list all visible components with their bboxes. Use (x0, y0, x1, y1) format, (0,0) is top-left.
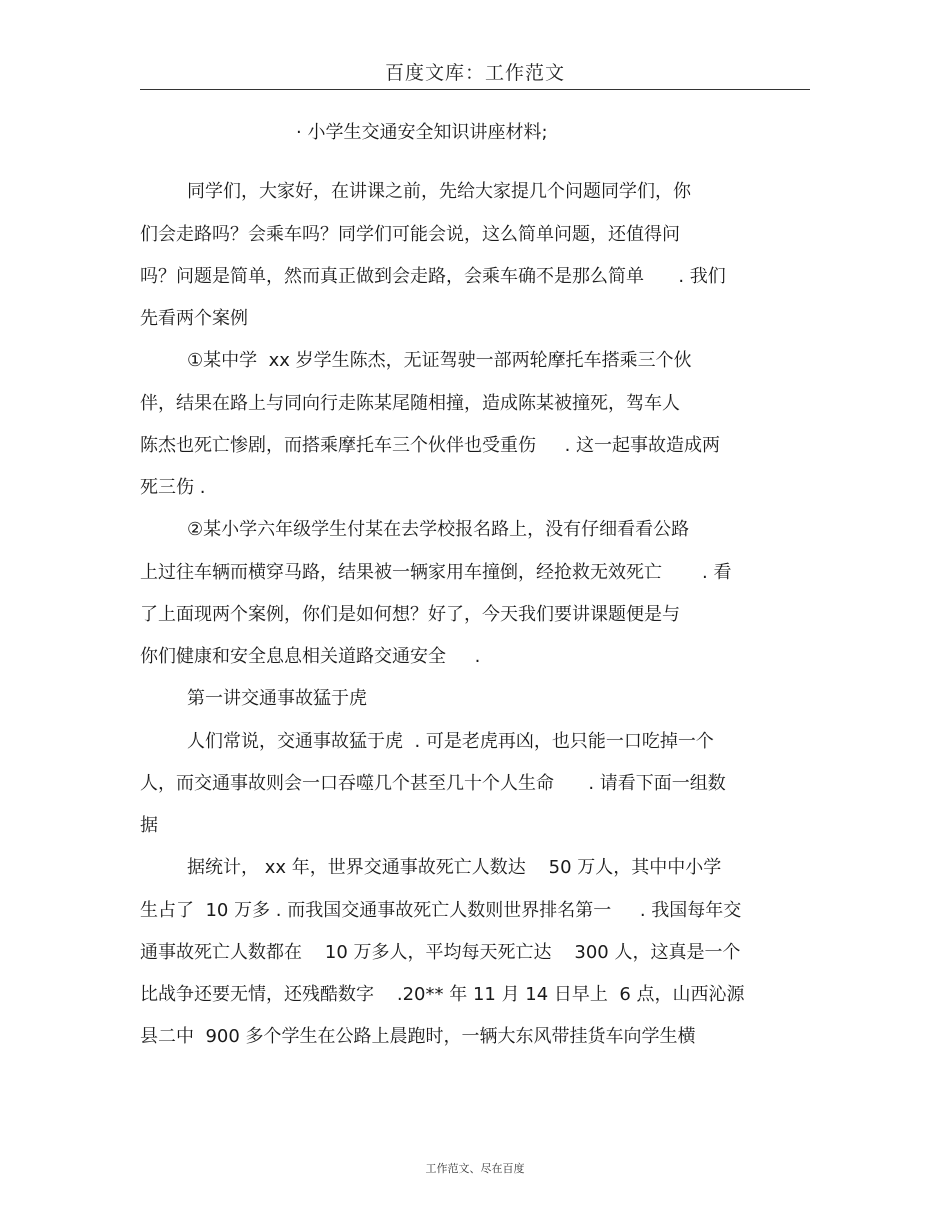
body-line: 伴，结果在路上与同向行走陈某尾随相撞，造成陈某被撞死，驾车人 (140, 393, 680, 414)
body-line: 据 (140, 815, 158, 836)
body-line: 你们健康和安全息息相关道路交通安全 . (140, 646, 481, 667)
body-line: 生占了 10 万多 . 而我国交通事故死亡人数则世界排名第一 . 我国每年交 (140, 900, 742, 921)
body-line: 比战争还要无情，还残酷数字 .20** 年 11 月 14 日早上 6 点，山西沁源 (140, 984, 745, 1005)
section-heading: 第一讲交通事故猛于虎 (187, 688, 367, 709)
body-line: 人们常说，交通事故猛于虎 . 可是老虎再凶，也只能一口吃掉一个 (187, 731, 714, 752)
body-line: 了上面现两个案例，你们是如何想？好了，今天我们要讲课题便是与 (140, 604, 680, 625)
body-line: 据统计， xx 年，世界交通事故死亡人数达 50 万人，其中中小学 (187, 857, 722, 878)
body-line: 们会走路吗？会乘车吗？同学们可能会说，这么简单问题，还值得问 (140, 224, 680, 245)
body-line: 陈杰也死亡惨剧，而搭乘摩托车三个伙伴也受重伤 . 这一起事故造成两 (140, 435, 721, 456)
body-line: 同学们，大家好，在讲课之前，先给大家提几个问题同学们，你 (187, 181, 691, 202)
body-line: 通事故死亡人数都在 10 万多人，平均每天死亡达 300 人，这真是一个 (140, 942, 741, 963)
body-line: 吗？问题是简单，然而真正做到会走路，会乘车确不是那么简单 . 我们 (140, 266, 726, 287)
page-header-title: 百度文库：工作范文 (384, 62, 565, 84)
body-line: 县二中 900 多个学生在公路上晨跑时，一辆大东风带挂货车向学生横 (140, 1026, 696, 1047)
body-line: ①某中学 xx 岁学生陈杰，无证驾驶一部两轮摩托车搭乘三个伙 (187, 350, 692, 371)
body-line: 上过往车辆而横穿马路，结果被一辆家用车撞倒，经抢救无效死亡 . 看 (140, 562, 732, 583)
body-line: ②某小学六年级学生付某在去学校报名路上，没有仔细看看公路 (187, 519, 690, 540)
body-line: 死三伤 . (140, 477, 206, 498)
body-line: 先看两个案例 (140, 308, 248, 329)
document-title: · 小学生交通安全知识讲座材料; (296, 122, 548, 143)
body-line: 人，而交通事故则会一口吞噬几个甚至几十个人生命 . 请看下面一组数 (140, 773, 726, 794)
header-divider (140, 89, 810, 90)
page-footer: 工作范文、尽在百度 (425, 1162, 525, 1175)
